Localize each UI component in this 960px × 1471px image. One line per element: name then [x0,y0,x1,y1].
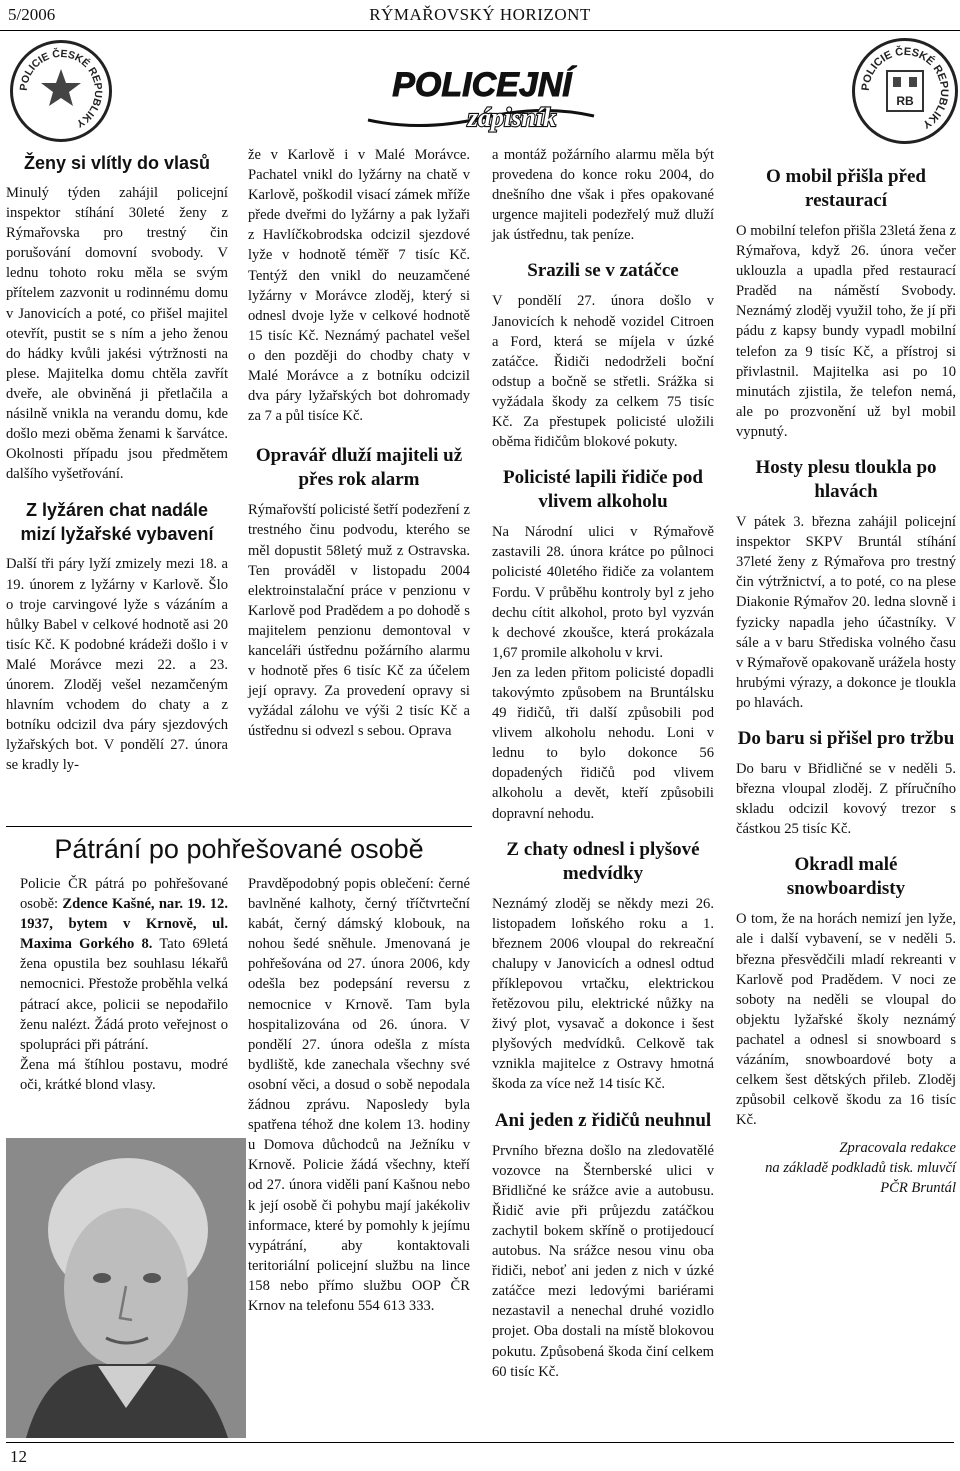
svg-text:POLICIE ČESKÉ REPUBLIKY: POLICIE ČESKÉ REPUBLIKY [859,45,951,131]
missing-person-title: Pátrání po pohřešované osobě [54,834,424,864]
issue-number: 5/2006 [8,5,56,24]
article-text: a montáž požárního alarmu měla být provedena do konce roku 2004, do dnešního dne však i přes opakované urgence majiteli podezřelý muž dluží jak ústřednu, tak peníze. [492,147,714,244]
article-title: Srazili se v zatáčce [527,260,679,282]
article-text: Na Národní ulici v Rýmařově zastavili 28. února krátce po půlnoci policisté 40letého řidiče za volantem Fordu. V průběhu kontroly byl z jeho dechu cítit alkohol, proto byl vyzván k dechové zkoušce, která prokázala 1,67 promile alkoholu v krvi. [492,524,714,661]
masthead-logo [362,58,602,134]
masthead-top: POLICEJNÍ [392,66,572,104]
svg-text:RB: RB [896,94,914,108]
divider [6,826,472,827]
masthead-bottom: zápisník [467,103,557,132]
article-title: Ženy si vlítly do vlasů [23,153,211,173]
article-text: O tom, že na horách nemizí jen lyže, ale i další vybavení, se v neděli 5. března přesvědčili mladí rekreanti v Karlově pod Pradědem. V noci ze soboty na neděli se vloupal do objektu lyžařské školy neznámý pachatel a odnesl si snowboard s vázáním, snowboardové boty a celkem šest dětských přileb. Zloděj způsobil celkově škodu za 16 tisíc Kč. [736,911,956,1129]
article-text: O mobilní telefon přišla 23letá žena z Rýmařova, když 26. února večer uklouzla a upadla před restaurací Praděd na náměstí Svobody. Neznámý zloděj využil toho, že jí při pádu z kapsy bundy vypadl mobilní telefon za 9 tisíc Kč, a přístroj si přivlastnil. Majitelka asi po 10 minutách zjistila, že telefon nemá, ale po prozvonění už byl mobil vypnutý. [736,223,956,440]
page-number: 12 [10,1447,27,1466]
svg-text:POLICIE ČESKÉ REPUBLIKY: POLICIE ČESKÉ REPUBLIKY [17,47,105,130]
article-title: Okradl malé snowboardisty [786,854,906,900]
missing-name: Zdence Kašné, nar. 19. 12. 1937, bytem v Krnově, ul. Maxima Gorkého 8. [20,896,228,953]
article-text: že v Karlově i v Malé Morávce. Pachatel vnikl do lyžárny na chatě v Karlově, poškodil visací zámek mříže přede dveřmi do lyžárny a pak lyžaři z Havlíčkobrodska odcizil sjezdové lyže v hodnotě téměř 7 tisíc Kč. Tentýž den vnikl do neuzamčené lyžárny v Morávce zloděj, který si odnesl dvoje lyže v celkové hodnotě 15 tisíc Kč. Neznámý pachatel vešel o den později do chodby chaty v Malé Morávce a z botníku odcizil dva páry lyžařských bot dohromady za 7 a půl tisíce Kč. [248,147,470,425]
article-title: Z chaty odnesl i plyšové medvídky [506,838,700,884]
missing-person-photo [6,1138,246,1438]
credit: Zpracovala redakce na základě podkladů tisk. mluvčí PČR Bruntál [765,1140,956,1197]
missing-description: Žena má štíhlou postavu, modré oči, krátké blond vlasy. [20,1056,228,1093]
column-4 [736,145,956,1198]
article-text: Do baru v Břidličné se v neděli 5. března vloupal zloděj. Z příručního skladu odcizil kovový trezor s částkou 25 tisíc Kč. [736,760,956,838]
article-title: Do baru si přišel pro tržbu [737,727,955,749]
article-text: V pátek 3. března zahájil policejní inspektor SKPV Bruntál stíhání 37leté ženy z Rýmařova pro trestný čin výtržnictví, a to poté, co na plese Diakonie Rýmařov 20. ledna slovně i fyzicky napadla jeho účastníky. V sále a v baru Střediska volného času v Rýmařově opakovaně urážela hosty hrubými výrazy, a dokonce je tloukla po hlavách. [736,514,956,711]
article-text: Prvního března došlo na zledovatělé vozovce na Šternberské ulici v Břidličné ke srážce avie a autobusu. Řidič avie při průjezdu zatáčkou zachytil bokem skříně o protijedoucí autobus. Na srážce nesou vinu oba řidiči, neboť ani jeden z nich v úzké zatáčce mezi ledovými bariérami nezastavil a nenechal druhé vozidlo projet. Oba dostali na místě blokovou pokutu. Způsobená škoda činí celkem 60 tisíc Kč. [492,1142,714,1380]
police-seal-left-icon [10,40,112,142]
article-text: Jen za leden přitom policisté dopadli takovýmto způsobem na Bruntálsku 49 řidičů, tři další způsobili pod vlivem alkoholu nehodu. Loni v lednu to bylo dokonce 56 dopadených řidičů pod vlivem alkoholu a devět, kteří způsobili dopravní nehodu. [492,664,714,822]
missing-text: Tato 69letá žena opustila bez souhlasu lékařů nemocnici. Přestože proběhla velká pátrací akce, policii se nepodařilo ženu nalézt. Žádá proto veřejnost o spolupráci při pátrání. [20,936,228,1053]
column-2 [248,145,470,741]
article-title: Z lyžáren chat nadále mizí lyžařské vybavení [20,500,214,545]
footer-rule [6,1442,954,1443]
column-3 [492,145,714,1382]
column-1 [6,145,228,775]
article-text: Neznámý zloděj se někdy mezi 26. listopadem loňského roku a 1. březnem 2006 vloupal do rekreační chalupy v Janovicích a odnesl odtud příklepovou vrtačku, elektrickou řetězovou pilu, elektrické nůžky na živý plot, vysavač a dokonce i šest plyšových medvídků. Celkově tak vznikla majitelce z Ostravy hmotná škoda za více než 14 tisíc Kč. [492,895,714,1093]
article-title: O mobil přišla před restaurací [766,166,926,211]
page-header [0,0,960,31]
police-seal-right-icon [852,38,958,144]
missing-person-col-1 [20,874,228,1095]
missing-intro: Policie ČR pátrá po pohřešované osobě: [20,876,228,913]
article-title: Hosty plesu tloukla po hlavách [755,457,937,503]
missing-text: Pravděpodobný popis oblečení: černé bavlněné kalhoty, černý tříčtvrteční kabát, černý dámský klobouk, na nohou šedé sněhule. Jmenovaná je pohřešována od 27. února 2006, kdy odešla bez podepsání reversu z nemocnice v Krnově. Tam byla hospitalizována od 26. února. V pondělí 27. února odešla z místa bydliště, kde zanechala všechny své osobní věci, a dosud o sobě nepodala žádnou zprávu. Naposledy byla spatřena téhož dne kolem 13. hodiny u Domova důchodců na Ježníku v Krnově. Policie žádá všechny, kteří od 27. února viděli paní Kašnou nebo k její osobě či pohybu mají jakékoliv informace, které by pomohly k jejímu vypátrání, aby kontaktovali teritoriální policejní službu na lince 158 nebo přímo službu OOP ČR Krnov na telefonu 554 613 333. [248,876,470,1314]
article-title: Ani jeden z řidičů neuhnul [494,1109,712,1131]
article-title: Opravář dluží majiteli už přes rok alarm [255,445,463,491]
article-text: V pondělí 27. února došlo v Janovicích k nehodě vozidel Citroen a Ford, která se míjela v úzké zatáčce. Řidiči nedodrželi boční odstup a bočně se střetli. Srážka si vyžádala škody za celkem 75 tisíc Kč. Za přestupek policisté uložili oběma řidičům blokové pokuty. [492,293,714,451]
missing-person-col-2 [248,874,470,1316]
article-title: Policisté lapili řidiče pod vlivem alkoholu [502,467,704,513]
article-text: Minulý týden zahájil policejní inspektor stíhání 30leté ženy z Rýmařovska pro trestný čin porušování domovní svobody. V lednu tohoto roku měla se svým přítelem zazvonit u rodinnému domu v Janovicích a poté, co přišel majitel otevřít, pustit se s ním a jeho ženou do hádky kvůli jakési výtržnosti na plese. Majitelka domu chtěla zavřít dveře, ale obviněná ji přetlačila a násilně vnikla na verandu domu, kde došlo mezi oběma ženami k šarvátce. Okolnosti případu jsou předmětem dalšího vyšetřování. [6,185,228,483]
paper-name: RÝMAŘOVSKÝ HORIZONT [369,5,591,24]
article-text: Rýmařovští policisté šetří podezření z trestného činu podvodu, kterého se měl dopustit 58letý muž z Ostravska. Ten prováděl v listopadu 2004 elektroinstalační práce v penzionu v Karlově pod Pradědem a po dohodě s majitelem penzionu demontoval v kanceláři ústřednu požárního alarmu v hodnotě přes 6 tisíc Kč za účelem její opravy. Za provedení opravy si vyžádal zálohu ve výši 2 tisíc Kč a ústřednu si odvezl s sebou. Oprava [248,502,470,740]
article-text: Další tři páry lyží zmizely mezi 18. a 19. únorem z lyžárny v Karlově. Šlo o troje carvingové lyže s vázáním a hůlky Babel v celkové hodnotě asi 20 tisíc Kč. K podobné krádeži došlo i v Malé Morávce mezi 22. a 23. únorem. Zloděj vešel nezamčeným hlavním vchodem do chaty a z botníku odcizil dva páry sjezdových lyžařských bot. V pondělí 27. února se kradly ly- [6,556,228,774]
